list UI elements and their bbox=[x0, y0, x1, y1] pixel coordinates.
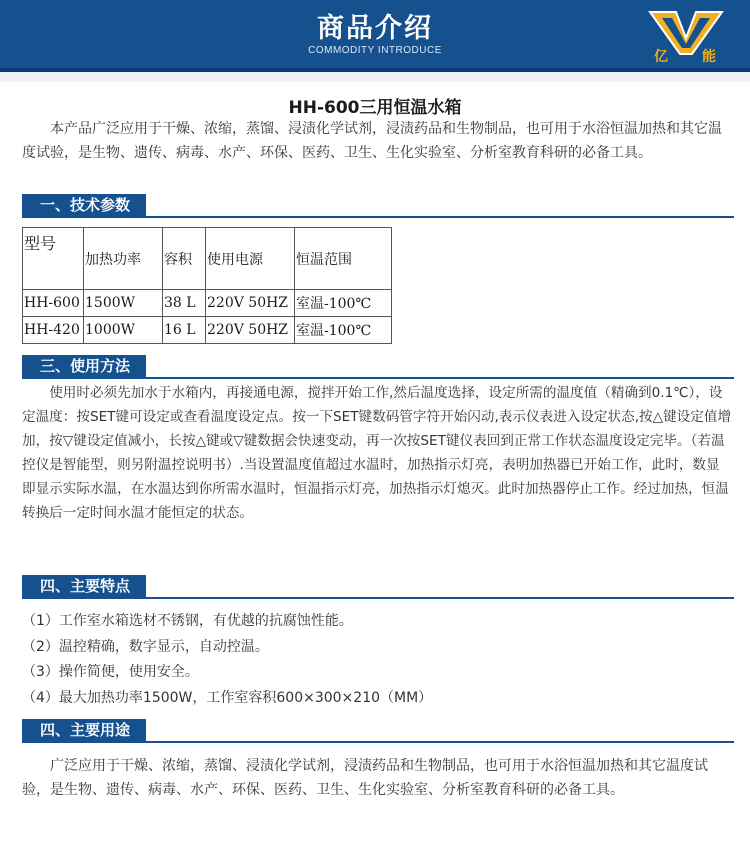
table-cell: HH-420 bbox=[23, 317, 84, 344]
feature-item: （4）最大加热功率1500W，工作室容积600×300×210（MM） bbox=[22, 690, 433, 706]
feature-item: （2）温控精确，数字显示，自动控温。 bbox=[22, 639, 269, 655]
product-title: HH-600三用恒温水箱 bbox=[288, 98, 462, 118]
spec-table bbox=[22, 227, 392, 344]
section-title-tech: 一、技术参数 bbox=[22, 194, 146, 216]
section-title-usage: 三、使用方法 bbox=[22, 355, 146, 377]
table-cell: 220V 50HZ bbox=[206, 317, 295, 344]
table-cell: 16 L bbox=[163, 317, 206, 344]
table-header-cell: 容积 bbox=[163, 228, 206, 290]
table-cell: 38 L bbox=[163, 290, 206, 317]
usage-paragraph: 使用时必须先加水于水箱内，再接通电源，搅拌开始工作,然后温度选择，设定所需的温度值（精确到0.1℃），设定温度：按SET键可设定或查看温度设定点。按一下SET键数码管字符开始闪动,表示仪表进入设定状态,按△键设定值增加，按▽键设定值减小，长按△键或▽键数据会快速变动，再一次按SET键仪表回到正常工作状态温度设定完毕。（若温控仪是智能型，则另附温控说明书）.当设置温度值超过水温时，加热指示灯亮，表明加热器已开始工作，此时，数显即显示实际水温，在水温达到你所需水温时，恒温指示灯亮，加热指示灯熄灭。此时加热器停止工作。经过加热，恒温转换后一定时间水温才能恒定的状态。 bbox=[22, 385, 732, 521]
feature-item: （3）操作简便，使用安全。 bbox=[22, 664, 199, 680]
feature-item: （1）工作室水箱选材不锈钢，有优越的抗腐蚀性能。 bbox=[22, 613, 353, 629]
banner-subtitle: COMMODITY INTRODUCE bbox=[308, 45, 442, 56]
brand-logo bbox=[646, 8, 726, 66]
table-cell: 1000W bbox=[84, 317, 163, 344]
table-cell: 室温-100℃ bbox=[295, 317, 392, 344]
table-cell: 220V 50HZ bbox=[206, 290, 295, 317]
table-cell: 1500W bbox=[84, 290, 163, 317]
banner-title: 商品介绍 bbox=[317, 13, 433, 44]
section-header-features bbox=[22, 575, 734, 599]
table-header-cell: 恒温范围 bbox=[295, 228, 392, 290]
table-header-cell: 使用电源 bbox=[206, 228, 295, 290]
table-header-cell: 型号 bbox=[23, 228, 84, 290]
header-gap bbox=[0, 72, 750, 82]
section-header-tech bbox=[22, 194, 734, 218]
table-cell: 室温-100℃ bbox=[295, 290, 392, 317]
uses-paragraph: 广泛应用于干燥、浓缩，蒸馏、浸渍化学试剂，浸渍药品和生物制品，也可用于水浴恒温加热和其它温度试验，是生物、遗传、病毒、水产、环保、医药、卫生、生化实验室、分析室教育科研的必备工具。 bbox=[22, 758, 708, 798]
section-header-usage bbox=[22, 355, 734, 379]
section-title-features: 四、主要特点 bbox=[22, 575, 146, 597]
table-row bbox=[23, 290, 392, 317]
section-header-uses bbox=[22, 719, 734, 743]
table-cell: HH-600 bbox=[23, 290, 84, 317]
logo-text-left: 亿 bbox=[654, 49, 668, 65]
logo-text-right: 能 bbox=[702, 49, 716, 65]
table-header-row bbox=[23, 228, 392, 290]
section-title-uses: 四、主要用途 bbox=[22, 719, 146, 741]
intro-paragraph: 本产品广泛应用于干燥、浓缩，蒸馏、浸渍化学试剂，浸渍药品和生物制品，也可用于水浴恒温加热和其它温度试验，是生物、遗传、病毒、水产、环保、医药、卫生、生化实验室、分析室教育科研的必备工具。 bbox=[22, 121, 722, 161]
table-row bbox=[23, 317, 392, 344]
table-header-cell: 加热功率 bbox=[84, 228, 163, 290]
